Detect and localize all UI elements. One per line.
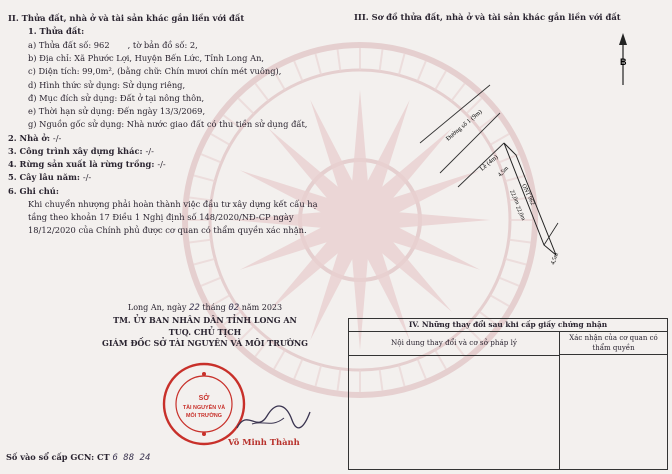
land-item-dd: đ) Mục đích sử dụng: Đất ở tại nông thôn,: [28, 92, 205, 103]
emblem-ray: [194, 259, 215, 265]
sign-line-2: TUQ. CHỦ TỊCH: [168, 326, 242, 337]
emblem-ray: [490, 295, 509, 306]
forest-row: 4. Rừng sản xuất là rừng trồng: -/-: [8, 159, 166, 170]
parcel-diagram: [340, 25, 672, 295]
north-label: B: [620, 57, 627, 67]
land-item-d: d) Hình thức sử dụng: Sử dụng riêng,: [28, 79, 186, 90]
emblem-ray: [201, 277, 221, 285]
certificate-serial: Số vào sổ cấp GCN: CT 6 88 24: [6, 452, 151, 463]
note-text: Khi chuyển nhượng phải hoàn thành việc đầu tư xây dựng kết cấu hạ tầng theo khoản 17 Điều 1 Nghị định số 148/2020/NĐ-CP ngày 18/12/2020 của Chính phủ được cơ quan có thẩm quyền xác nhận.: [28, 198, 318, 236]
section-title-right: III. Sơ đồ thửa đất, nhà ở và tài sản khác gắn liền với đất: [354, 12, 621, 22]
svg-text:SỞ: SỞ: [198, 395, 210, 402]
emblem-ray: [338, 369, 341, 391]
dim-bottom: 22,0m: [514, 205, 527, 222]
changes-table: [348, 318, 668, 470]
handwritten-signature-icon: [232, 398, 312, 438]
north-arrow-icon: [619, 33, 627, 85]
land-item-b: b) Địa chỉ: Xã Phước Lợi, Huyện Bến Lức, Tỉnh Long An,: [28, 52, 265, 63]
construction-row: 3. Công trình xây dựng khác: -/-: [8, 145, 154, 156]
emblem-ray: [189, 240, 211, 243]
parcel-label: ONT 962: [520, 183, 536, 207]
changes-col-confirm: Xác nhận của cơ quan có thẩm quyền: [560, 331, 667, 355]
house-row: 2. Nhà ở: -/-: [8, 132, 62, 143]
land-heading: 1. Thửa đất:: [28, 26, 85, 37]
emblem-ray: [294, 359, 302, 379]
signature-block: [90, 302, 320, 350]
sign-date: Long An, ngày 22 tháng 02 năm 2023: [127, 303, 283, 313]
road-label: Đường số 1 (9m): [444, 108, 484, 143]
emblem-ray: [274, 350, 285, 369]
land-info-section: [8, 12, 338, 238]
dim-top: 22,0m: [508, 189, 521, 206]
sidewalk-label: Lề (4m): [478, 153, 500, 173]
notes-heading: 6. Ghi chú:: [8, 185, 59, 196]
land-item-c: c) Diện tích: 99,0m², (bằng chữ: Chín mươi chín mét vuông),: [28, 66, 282, 77]
changes-table-title: IV. Những thay đổi sau khi cấp giấy chứng nhận: [349, 319, 667, 332]
signer-name: Võ Minh Thành: [228, 437, 300, 447]
svg-text:MÔI TRƯỜNG: MÔI TRƯỜNG: [185, 413, 223, 419]
changes-col-content: Nội dung thay đổi và cơ sở pháp lý: [349, 331, 560, 356]
dim-left: 4,5m: [497, 165, 511, 179]
section-title-left: II. Thửa đất, nhà ở và tài sản khác gắn liền với đất: [8, 13, 245, 23]
sign-line-3: GIÁM ĐỐC SỞ TÀI NGUYÊN VÀ MÔI TRƯỜNG: [102, 338, 308, 349]
dim-right: 4,5m: [550, 252, 561, 266]
land-item-e: e) Thời hạn sử dụng: Đến ngày 13/3/2069,: [28, 106, 206, 117]
sign-line-1: TM. ỦY BAN NHÂN DÂN TỈNH LONG AN: [113, 315, 297, 326]
trees-row: 5. Cây lâu năm: -/-: [8, 172, 92, 183]
land-item-a: a) Thửa đất số: 962 , tờ bản đồ số: 2,: [28, 39, 198, 50]
svg-text:TÀI NGUYÊN VÀ: TÀI NGUYÊN VÀ: [182, 405, 226, 411]
land-item-g: g) Nguồn gốc sử dụng: Nhà nước giao đất có thu tiền sử dụng đất,: [28, 119, 308, 130]
table-divider: [559, 355, 560, 469]
emblem-ray: [315, 365, 321, 386]
